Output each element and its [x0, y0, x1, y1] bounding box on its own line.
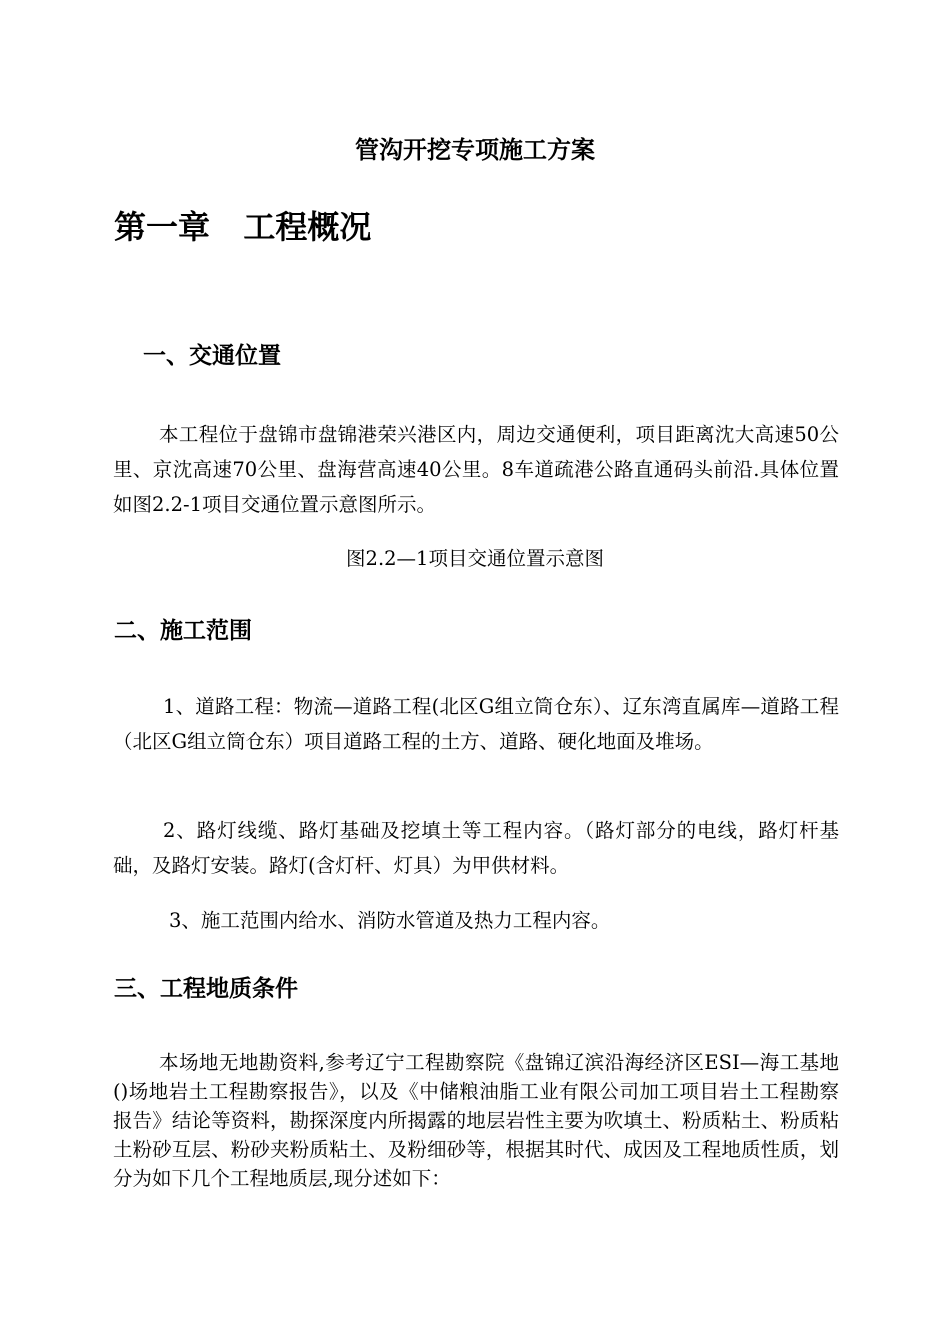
- chapter-title: 第一章 工程概况: [114, 208, 372, 246]
- paragraph-scope-water-heat: 3、施工范围内给水、消防水管道及热力工程内容。: [169, 909, 611, 932]
- paragraph-geology: 本场地无地勘资料,参考辽宁工程勘察院《盘锦辽滨沿海经济区ESI—海工基地()场地岩土工程勘察报告》，以及《中储粮油脂工业有限公司加工项目岩土工程勘察报告》结论等资料，勘探深度内所揭露的地层岩性主要为吹填土、粉质粘土、粉质粘土粉砂互层、粉砂夹粉质粘土、及粉细砂等，根据其时代、成因及工程地质性质，划分为如下几个工程地质层,现分述如下：: [113, 1051, 839, 1190]
- paragraph-scope-street-lights: 2、路灯线缆、路灯基础及挖填土等工程内容。（路灯部分的电线，路灯杆基础，及路灯安装。路灯(含灯杆、灯具）为甲供材料。: [113, 819, 839, 877]
- figure-caption: 图2.2—1项目交通位置示意图: [346, 547, 604, 570]
- section-heading-geology: 三、工程地质条件: [114, 976, 298, 1002]
- section-heading-traffic-location: 一、交通位置: [143, 343, 281, 369]
- paragraph-scope-roads: 1、道路工程：物流—道路工程(北区G组立筒仓东）、辽东湾直属库—道路工程（北区G组立筒仓东）项目道路工程的土方、道路、硬化地面及堆场。: [113, 695, 839, 753]
- paragraph-traffic-location: 本工程位于盘锦市盘锦港荣兴港区内，周边交通便利，项目距离沈大高速50公里、京沈高速70公里、盘海营高速40公里。8车道疏港公路直通码头前沿.具体位置如图2.2-1项目交通位置示意图所示。: [113, 423, 839, 516]
- section-heading-construction-scope: 二、施工范围: [114, 618, 252, 644]
- document-title: 管沟开挖专项施工方案: [355, 136, 595, 164]
